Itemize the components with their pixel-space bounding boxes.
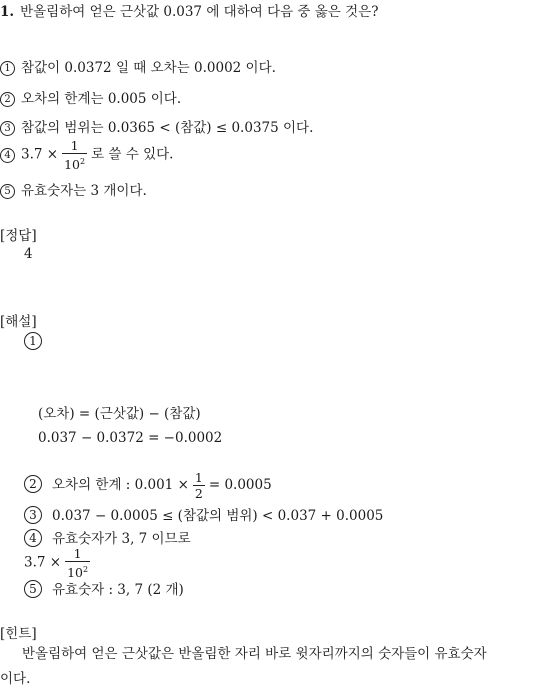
- choice-mark: 5: [0, 184, 15, 199]
- question-text: 반올림하여 얻은 근삿값 0.037 에 대하여 다음 중 옳은 것은?: [20, 4, 379, 20]
- fraction-denominator-base: 10: [67, 565, 83, 580]
- choice-5: [0, 179, 147, 199]
- fraction-denominator-exponent: 2: [82, 565, 89, 574]
- choice-1: [0, 56, 276, 76]
- step-text: 유효숫자 : 3, 7 (2 개): [52, 582, 184, 598]
- choice-mark: 1: [0, 61, 15, 76]
- solution-step-4: [24, 527, 191, 547]
- fraction-numerator: 1: [62, 138, 87, 154]
- solution-line-error-def: (오차) = (근삿값) − (참값): [38, 406, 201, 422]
- hint-text: 반올림하여 얻은 근삿값은 반올림한 자리 바로 윗자리까지의 숫자들이 유효숫자이다.: [0, 646, 487, 687]
- fraction-denominator-exponent: 2: [79, 157, 86, 166]
- step-mark: 3: [24, 506, 42, 524]
- step-text-suffix: = 0.0005: [208, 477, 272, 493]
- notation-prefix: 3.7 ×: [24, 554, 62, 571]
- solution-step-1: [24, 332, 52, 350]
- choice-mark: 4: [0, 148, 15, 163]
- choice-mark: 3: [0, 121, 15, 136]
- choice-suffix: 로 쓸 수 있다.: [91, 146, 174, 163]
- solution-step-2: [24, 470, 272, 501]
- solution-line-notation: [24, 546, 94, 580]
- solution-line-error-calc: 0.037 − 0.0372 = −0.0002: [38, 430, 223, 446]
- step-mark: 4: [24, 529, 42, 547]
- choice-3: [0, 116, 313, 136]
- answer-value: 4: [24, 246, 33, 262]
- fraction-numerator: 1: [65, 546, 90, 562]
- choice-2: [0, 87, 181, 107]
- choice-mark: 2: [0, 92, 15, 107]
- fraction: [193, 470, 205, 501]
- fraction-denominator: [62, 154, 87, 172]
- fraction: [65, 546, 90, 580]
- choice-text: 오차의 한계는 0.005 이다.: [21, 91, 182, 107]
- choice-prefix: 3.7 ×: [21, 146, 59, 163]
- question-line: [0, 0, 378, 20]
- solution-step-5: [24, 578, 184, 598]
- choice-text: 참값의 범위는 0.0365 < (참값) ≤ 0.0375 이다.: [21, 120, 314, 136]
- choice-4: [0, 138, 173, 172]
- fraction-numerator: 1: [194, 470, 203, 485]
- step-mark: 2: [24, 475, 42, 493]
- question-number: 1.: [0, 4, 15, 20]
- choice-text: 유효숫자는 3 개이다.: [21, 183, 147, 199]
- fraction-denominator: 2: [194, 486, 203, 501]
- fraction-denominator-base: 10: [64, 157, 80, 172]
- step-mark: 5: [24, 580, 42, 598]
- choice-text: 참값이 0.0372 일 때 오차는 0.0002 이다.: [21, 60, 276, 76]
- step-text-prefix: 오차의 한계 : 0.001 ×: [52, 477, 189, 493]
- answer-heading: [정답]: [0, 228, 37, 244]
- step-text: 0.037 − 0.0005 ≤ (참값의 범위) < 0.037 + 0.0005: [52, 508, 384, 524]
- solution-heading: [해설]: [0, 314, 37, 330]
- hint-heading: [힌트]: [0, 626, 37, 642]
- fraction: [62, 138, 87, 172]
- solution-step-3: [24, 504, 383, 524]
- step-mark: 1: [24, 332, 42, 350]
- step-text: 유효숫자가 3, 7 이므로: [52, 531, 191, 547]
